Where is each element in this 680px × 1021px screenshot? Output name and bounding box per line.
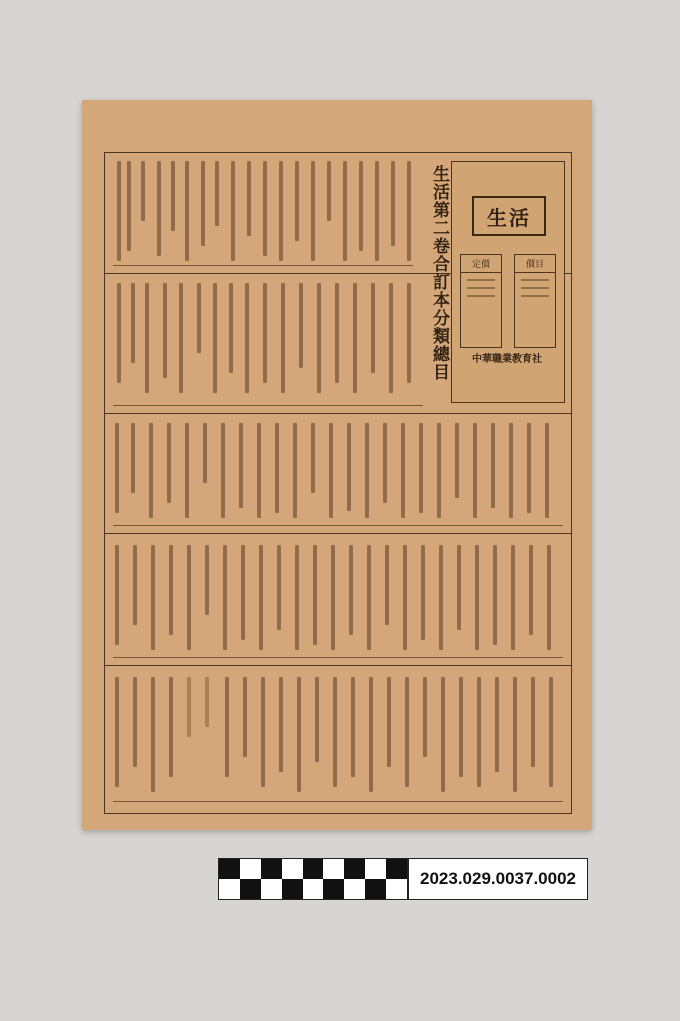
catalog-number-label: 2023.029.0037.0002 — [408, 858, 588, 900]
calibration-checker-bar — [218, 858, 408, 900]
price-box-left — [460, 254, 502, 348]
price-box-left-heading: 定價 — [461, 255, 501, 273]
publisher-name: 中華職業教育社 — [472, 354, 542, 365]
price-box-right-heading: 價目 — [515, 255, 555, 273]
price-box-right — [514, 254, 556, 348]
section-divider — [105, 665, 571, 666]
newspaper-sheet — [82, 100, 592, 830]
page-frame — [104, 152, 572, 814]
main-title: 生活第二卷合訂本分類總目 — [429, 165, 449, 381]
section-divider — [105, 413, 571, 414]
masthead-title: 生活 — [472, 196, 546, 236]
masthead — [451, 161, 565, 403]
section-divider — [105, 533, 571, 534]
